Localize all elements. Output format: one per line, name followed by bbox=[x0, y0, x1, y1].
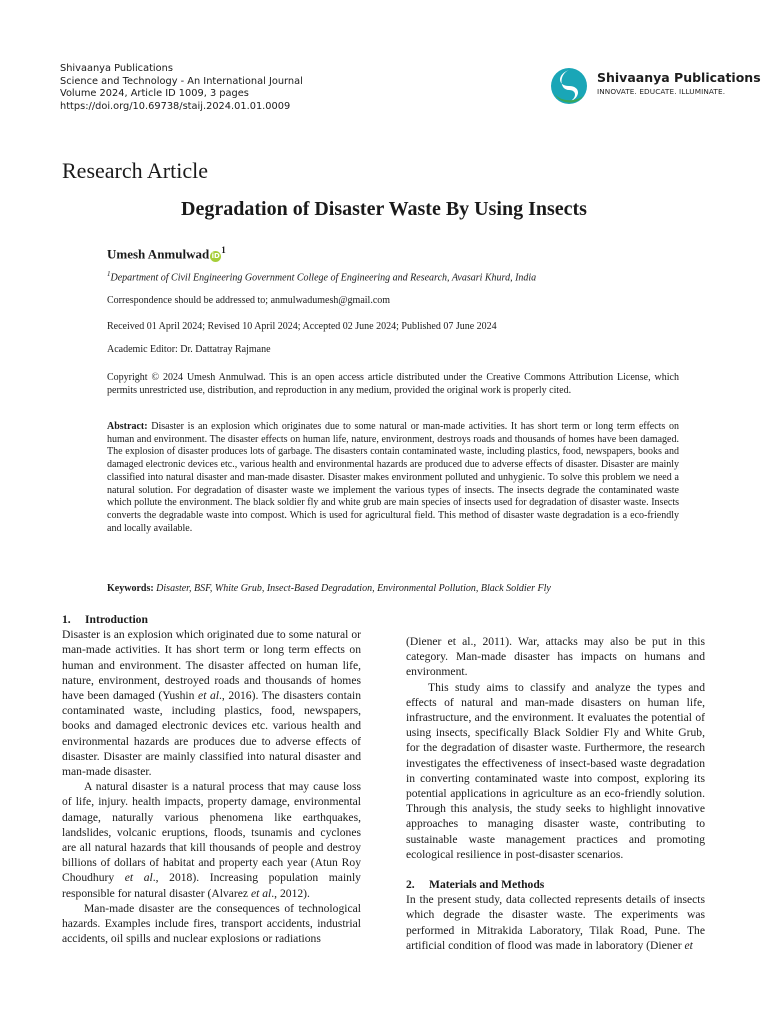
logo-tagline: INNOVATE. EDUCATE. ILLUMINATE. bbox=[597, 87, 726, 96]
orcid-icon[interactable]: iD bbox=[211, 252, 220, 261]
abstract-text: Disaster is an explosion which originates due to some natural or man-made activities. It has short term or long term effects on human and environment. The disaster effects on human life, nature, environment, destroys roads and thousands of homes have been damaged. The explosion of disaster produces lots of garbage. The disasters contain contaminated waste, including plastics, food, newspapers, books and damaged electronic devices etc., various health and environmental hazards are produced due to adverse effects of disaster. Disaster are mainly classified into natural disaster and man-made disaster. Disaster makes environment polluted and unhygienic. To solve this problem we need a natural solution. For degradation of disaster waste we implement the various types of insects. The insects degrade the contaminated waste which pollute the environment. The black soldier fly and white grub are main species of insects used for degradation of disaster waste. Insects converts the degradable waste into compost. Which is used for agricultural field. This method of disaster waste degradation is a eco-friendly and locally available. bbox=[107, 421, 679, 534]
author-line bbox=[107, 242, 679, 262]
logo-mark-icon bbox=[547, 64, 591, 108]
author-affiliation-marker: 1 bbox=[221, 245, 226, 255]
logo-name: Shivaanya Publications bbox=[597, 70, 761, 85]
paragraph: Disaster is an explosion which originated due to some natural or man-made activities. It has short term or long term effects on human and environment. The disaster affected on human life, nature, environment, destroyed roads and thousands of homes have been damaged (Yushin et al., 2016). The disasters contain contaminated waste, including plastics, food, newspapers, books and damaged electronic devices etc. various health and environmental hazards are produces due to adverse effects of disaster. Disaster are mainly classified into natural disaster and man-made disaster. bbox=[62, 628, 361, 779]
paragraph: In the present study, data collected represents details of insects which degrade the disaster waste. The experiments was performed in Mitrakida Laboratory, Tilak Road, Pune. The artificial condition of flood was made in laboratory (Diener et bbox=[406, 893, 705, 952]
body-column-right bbox=[406, 634, 705, 953]
keywords-label: Keywords: bbox=[107, 583, 154, 594]
abstract-label: Abstract: bbox=[107, 421, 148, 432]
article-dates: Received 01 April 2024; Revised 10 April 2024; Accepted 02 June 2024; Published 07 June 2024 bbox=[107, 321, 497, 332]
publisher-name: Shivaanya Publications bbox=[60, 63, 173, 74]
affiliation-marker: 1 bbox=[107, 270, 111, 278]
journal-name: Science and Technology - An International Journal bbox=[60, 75, 303, 87]
section-heading-introduction: 1. Introduction bbox=[62, 613, 148, 626]
body-column-left bbox=[62, 612, 361, 946]
publisher-logo bbox=[547, 64, 761, 108]
academic-editor: Academic Editor: Dr. Dattatray Rajmane bbox=[107, 344, 271, 355]
article-type: Research Article bbox=[62, 158, 208, 183]
paragraph: Man-made disaster are the consequences of technological hazards. Examples include fires, transport accidents, industrial accidents, oil spills and nuclear explosions or radiations bbox=[62, 901, 361, 946]
abstract bbox=[107, 421, 679, 535]
keywords-text: Disaster, BSF, White Grub, Insect-Based Degradation, Environmental Pollution, Black Soldier Fly bbox=[156, 583, 551, 594]
affiliation bbox=[107, 268, 679, 285]
paragraph: A natural disaster is a natural process that may cause loss of life, injury. health impacts, property damage, environmental damage, naturally various phenomena like earthquakes, landslides, volcanic eruptions, floods, tsunamis and cyclones are all natural hazards that kill thousands of people and destroy billions of dollars of habitat and property each year (Atun Roy Choudhury et al., 2018). Increasing population mainly responsible for natural disaster (Alvarez et al., 2012). bbox=[62, 780, 361, 900]
affiliation-text: Department of Civil Engineering Government College of Engineering and Research, Avasari Khurd, India bbox=[110, 272, 537, 284]
publication-info bbox=[60, 63, 303, 113]
article-title: Degradation of Disaster Waste By Using Insects bbox=[181, 198, 587, 220]
author-name: Umesh Anmulwad bbox=[107, 246, 210, 262]
doi-link[interactable]: https://doi.org/10.69738/staij.2024.01.01.0009 bbox=[60, 100, 291, 112]
paragraph: This study aims to classify and analyze the types and effects of natural and man-made disasters on human life, infrastructure, and the environment. It evaluates the potential of using insects, specifically Black Soldier Fly and White Grub, for the degradation of disaster waste. Furthermore, the research investigates the effectiveness of insect-based waste degradation in converting contaminated waste into compost, exploring its potential applications in agriculture as an eco-friendly solution. Through this analysis, the study seeks to highlight innovative approaches to managing disaster waste, contributing to sustainable waste management practices and promoting ecological resilience in post-disaster scenarios. bbox=[406, 680, 705, 861]
paragraph: (Diener et al., 2011). War, attacks may also be put in this category. Man-made disaster has impacts on humans and environment. bbox=[406, 635, 705, 679]
keywords bbox=[107, 583, 679, 596]
correspondence: Correspondence should be addressed to; anmulwadumesh@gmail.com bbox=[107, 295, 391, 306]
volume-line: Volume 2024, Article ID 1009, 3 pages bbox=[60, 88, 249, 99]
section-heading-materials-methods: 2. Materials and Methods bbox=[406, 878, 545, 892]
copyright-notice: Copyright © 2024 Umesh Anmulwad. This is an open access article distributed under the Creative Commons Attribution License, which permits unrestricted use, distribution, and reproduction in any medium, provided the original work is properly cited. bbox=[107, 372, 679, 396]
